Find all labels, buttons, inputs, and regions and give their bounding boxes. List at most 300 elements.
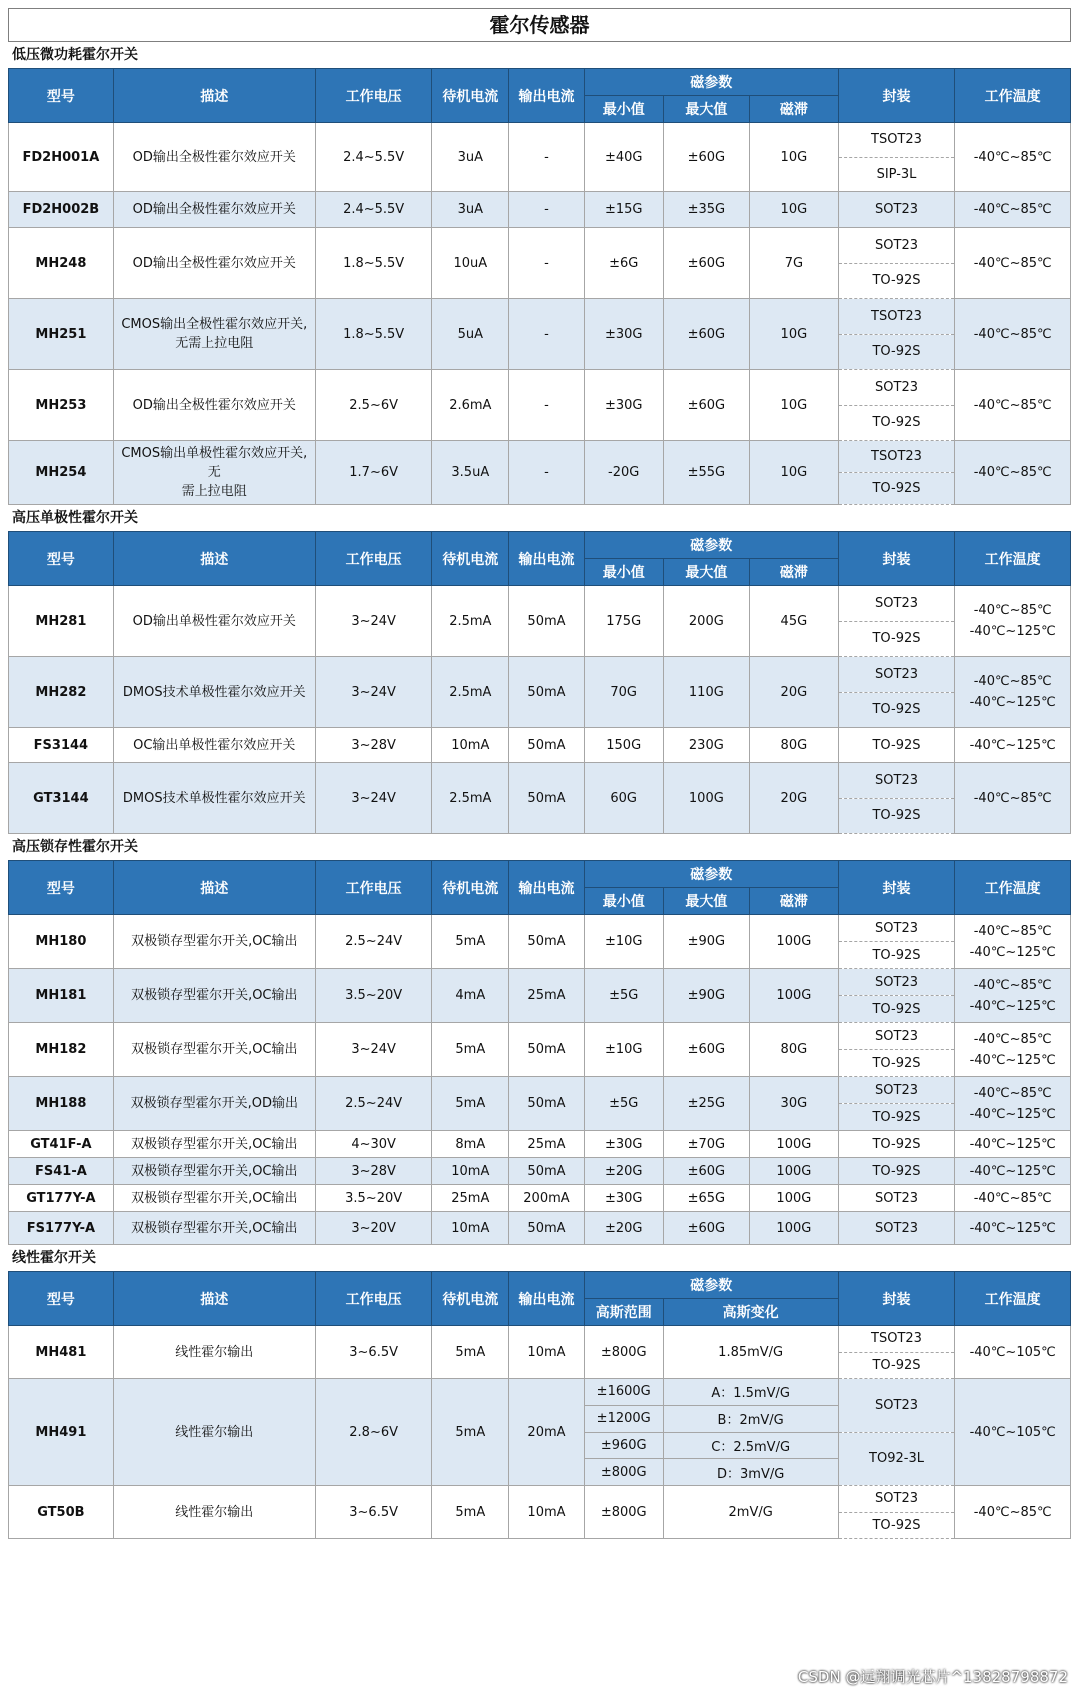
header-standby: 待机电流: [432, 861, 509, 915]
cell-package: SOT23: [838, 1185, 955, 1212]
cell-standby: 4mA: [432, 969, 509, 1023]
cell-min: ±5G: [584, 969, 663, 1023]
cell-model: GT3144: [9, 763, 114, 834]
cell-voltage: 2.5~6V: [315, 370, 432, 441]
cell-package: TSOT23: [838, 123, 955, 158]
header-standby: 待机电流: [432, 1272, 509, 1326]
cell-desc-line: OD输出全极性霍尔效应开关: [132, 397, 296, 413]
cell-desc: [113, 728, 315, 763]
cell-min: ±10G: [584, 915, 663, 969]
cell-hyst: 10G: [750, 441, 839, 505]
cell-temp-line: -40℃~125℃: [969, 695, 1056, 710]
cell-desc: [113, 657, 315, 728]
table-row: [9, 1077, 1071, 1104]
header-model: 型号: [9, 861, 114, 915]
cell-voltage: 3~28V: [315, 728, 432, 763]
section-title: 高压锁存性霍尔开关: [12, 839, 138, 855]
cell-output: 50mA: [509, 1077, 585, 1131]
spec-table: [8, 531, 1071, 834]
cell-voltage: 2.4~5.5V: [315, 123, 432, 192]
cell-temp-line: -40℃~125℃: [969, 1052, 1056, 1068]
cell-output: 50mA: [509, 763, 585, 834]
cell-output: -: [509, 370, 585, 441]
cell-min: ±30G: [584, 299, 663, 370]
cell-output: 50mA: [509, 728, 585, 763]
cell-desc: [113, 1486, 315, 1539]
cell-hyst: 80G: [750, 728, 839, 763]
cell-package: SOT23: [838, 1023, 955, 1050]
cell-desc: [113, 1131, 315, 1158]
cell-standby: 2.6mA: [432, 370, 509, 441]
cell-desc-line: 双极锁存型霍尔开关,OC输出: [131, 1136, 298, 1152]
cell-package: SOT23: [838, 657, 955, 693]
cell-package: SOT23: [838, 763, 955, 799]
cell-min: -20G: [584, 441, 663, 505]
cell-min: 175G: [584, 586, 663, 657]
table-row: [9, 657, 1071, 693]
cell-output: -: [509, 299, 585, 370]
cell-desc-line: 线性霍尔输出: [175, 1344, 254, 1360]
cell-voltage: 1.7~6V: [315, 441, 432, 505]
cell-desc: [113, 299, 315, 370]
cell-package: SOT23: [838, 586, 955, 622]
cell-temp-line: -40℃~85℃: [973, 255, 1052, 271]
cell-min: ±30G: [584, 370, 663, 441]
cell-voltage: 3~6.5V: [315, 1486, 432, 1539]
cell-min: ±30G: [584, 1185, 663, 1212]
cell-hyst: 20G: [750, 657, 839, 728]
cell-min: ±15G: [584, 192, 663, 228]
cell-model: FS177Y-A: [9, 1212, 114, 1245]
cell-temp-line: -40℃~85℃: [973, 1031, 1052, 1047]
cell-temp-line: -40℃~85℃: [973, 397, 1052, 413]
cell-min: ±5G: [584, 1077, 663, 1131]
cell-standby: 2.5mA: [432, 586, 509, 657]
cell-standby: 2.5mA: [432, 763, 509, 834]
header-temp: 工作温度: [955, 532, 1071, 586]
cell-output: 10mA: [509, 1326, 585, 1379]
cell-hyst: 10G: [750, 123, 839, 192]
cell-model: FD2H002B: [9, 192, 114, 228]
sheet-title: 霍尔传感器: [8, 8, 1071, 42]
header-desc: 描述: [113, 861, 315, 915]
cell-hyst: 80G: [750, 1023, 839, 1077]
table-row: [9, 299, 1071, 335]
cell-standby: 5mA: [432, 1023, 509, 1077]
cell-desc: [113, 228, 315, 299]
cell-desc-line: OD输出单极性霍尔效应开关: [132, 613, 296, 629]
cell-max: 100G: [663, 763, 749, 834]
cell-temp-line: -40℃~85℃: [973, 790, 1052, 806]
cell-max: ±60G: [663, 1212, 749, 1245]
header-mag: 磁参数: [584, 1272, 838, 1299]
cell-hyst: 100G: [750, 1158, 839, 1185]
cell-hyst: 100G: [750, 969, 839, 1023]
cell-standby: 10mA: [432, 1158, 509, 1185]
table-row: [9, 1486, 1071, 1513]
cell-voltage: 3.5~20V: [315, 969, 432, 1023]
cell-model: MH251: [9, 299, 114, 370]
cell-temp-line: -40℃~85℃: [973, 202, 1052, 217]
cell-output: -: [509, 123, 585, 192]
header-desc: 描述: [113, 532, 315, 586]
cell-temp-line: -40℃~85℃: [973, 326, 1052, 342]
cell-temp-line: -40℃~85℃: [973, 923, 1052, 939]
cell-package: TO-92S: [838, 405, 955, 441]
cell-desc-line: 双极锁存型霍尔开关,OD输出: [130, 1096, 298, 1111]
cell-min: ±20G: [584, 1158, 663, 1185]
cell-voltage: 3~6.5V: [315, 1326, 432, 1379]
cell-min: 150G: [584, 728, 663, 763]
header-model: 型号: [9, 1272, 114, 1326]
section-title: 线性霍尔开关: [12, 1250, 96, 1266]
cell-standby: 8mA: [432, 1131, 509, 1158]
cell-desc: [113, 1023, 315, 1077]
cell-desc: [113, 441, 315, 505]
header-max: 最大值: [663, 888, 749, 915]
cell-temp-line: -40℃~125℃: [969, 1136, 1056, 1152]
cell-max: ±60G: [663, 299, 749, 370]
cell-max: ±60G: [663, 1023, 749, 1077]
cell-model: GT177Y-A: [9, 1185, 114, 1212]
cell-package: TO-92S: [838, 692, 955, 728]
cell-max: ±90G: [663, 969, 749, 1023]
cell-model: MH182: [9, 1023, 114, 1077]
cell-package: SIP-3L: [838, 157, 955, 192]
header-standby: 待机电流: [432, 532, 509, 586]
cell-gauss-change: 2mV/G: [663, 1486, 838, 1539]
cell-standby: 2.5mA: [432, 657, 509, 728]
cell-voltage: 2.4~5.5V: [315, 192, 432, 228]
cell-min: 70G: [584, 657, 663, 728]
cell-desc-line: DMOS技术单极性霍尔效应开关: [122, 790, 306, 806]
cell-standby: 3.5uA: [432, 441, 509, 505]
section-title: 低压微功耗霍尔开关: [12, 47, 138, 63]
cell-package: TO-92S: [838, 263, 955, 299]
cell-package: SOT23: [838, 370, 955, 406]
cell-model: MH188: [9, 1077, 114, 1131]
cell-package: SOT23: [838, 1486, 955, 1513]
cell-model: MH254: [9, 441, 114, 505]
cell-max: ±35G: [663, 192, 749, 228]
table-row: [9, 441, 1071, 473]
header-pkg: 封装: [838, 1272, 955, 1326]
cell-desc: [113, 1077, 315, 1131]
cell-package: TO-92S: [838, 728, 955, 763]
header-voltage: 工作电压: [315, 1272, 432, 1326]
cell-package: TSOT23: [838, 1326, 955, 1353]
cell-temp: [955, 370, 1071, 441]
cell-temp-line: -40℃~125℃: [969, 998, 1056, 1014]
header-voltage: 工作电压: [315, 532, 432, 586]
cell-package: TO-92S: [838, 1104, 955, 1131]
spec-table: [8, 68, 1071, 505]
cell-output: -: [509, 228, 585, 299]
cell-gauss-change: D：3mV/G: [663, 1459, 838, 1486]
cell-min: ±40G: [584, 123, 663, 192]
sections: [8, 42, 1071, 1539]
header-desc: 描述: [113, 69, 315, 123]
cell-voltage: 3~24V: [315, 657, 432, 728]
cell-temp: [955, 1185, 1071, 1212]
table-row: [9, 969, 1071, 996]
cell-max: ±60G: [663, 370, 749, 441]
cell-package: TO-92S: [838, 942, 955, 969]
cell-output: 25mA: [509, 1131, 585, 1158]
table-row: [9, 763, 1071, 799]
cell-temp-line: -40℃~85℃: [973, 465, 1052, 480]
cell-package: SOT23: [838, 1077, 955, 1104]
cell-temp: [955, 1212, 1071, 1245]
cell-desc-line: OD输出全极性霍尔效应开关: [132, 202, 296, 217]
cell-desc-line: OD输出全极性霍尔效应开关: [132, 255, 296, 271]
cell-voltage: 1.8~5.5V: [315, 299, 432, 370]
cell-desc: [113, 1158, 315, 1185]
cell-voltage: 3~24V: [315, 586, 432, 657]
table-row: [9, 123, 1071, 158]
cell-package: SOT23: [838, 915, 955, 942]
cell-hyst: 100G: [750, 1185, 839, 1212]
cell-temp-line: -40℃~85℃: [973, 149, 1052, 165]
cell-temp: [955, 915, 1071, 969]
cell-standby: 10uA: [432, 228, 509, 299]
cell-output: 200mA: [509, 1185, 585, 1212]
cell-temp: [955, 123, 1071, 192]
header-min: 最小值: [584, 96, 663, 123]
cell-standby: 5uA: [432, 299, 509, 370]
cell-max: ±60G: [663, 228, 749, 299]
cell-package: TO-92S: [838, 1050, 955, 1077]
header-temp: 工作温度: [955, 861, 1071, 915]
cell-hyst: 45G: [750, 586, 839, 657]
cell-gauss-change: A：1.5mV/G: [663, 1379, 838, 1406]
cell-standby: 5mA: [432, 915, 509, 969]
cell-min: ±10G: [584, 1023, 663, 1077]
cell-temp-line: -40℃~125℃: [969, 1106, 1056, 1122]
cell-output: 20mA: [509, 1379, 585, 1486]
section-title: 高压单极性霍尔开关: [12, 510, 138, 526]
cell-desc-line: CMOS输出全极性霍尔效应开关,: [121, 317, 308, 332]
cell-model: MH248: [9, 228, 114, 299]
cell-temp: [955, 1379, 1071, 1486]
cell-voltage: 3~28V: [315, 1158, 432, 1185]
cell-voltage: 3.5~20V: [315, 1185, 432, 1212]
header-output: 输出电流: [509, 69, 585, 123]
cell-standby: 5mA: [432, 1379, 509, 1486]
cell-temp-line: -40℃~85℃: [973, 977, 1052, 993]
cell-voltage: 2.5~24V: [315, 1077, 432, 1131]
cell-standby: 3uA: [432, 123, 509, 192]
cell-temp: [955, 657, 1071, 728]
cell-temp: [955, 1131, 1071, 1158]
cell-package: TO-92S: [838, 1131, 955, 1158]
cell-temp-line: -40℃~125℃: [969, 737, 1056, 753]
cell-desc: [113, 370, 315, 441]
table-row: [9, 1023, 1071, 1050]
watermark: CSDN @远翔调光芯片^13828798872: [797, 1668, 1068, 1686]
cell-desc: [113, 763, 315, 834]
header-model: 型号: [9, 532, 114, 586]
cell-gauss-range: ±1200G: [584, 1405, 663, 1432]
cell-standby: 10mA: [432, 728, 509, 763]
cell-gauss-range: ±1600G: [584, 1379, 663, 1406]
header-output: 输出电流: [509, 532, 585, 586]
cell-hyst: 10G: [750, 299, 839, 370]
cell-temp-line: -40℃~105℃: [969, 1424, 1056, 1440]
cell-temp: [955, 192, 1071, 228]
cell-output: 50mA: [509, 915, 585, 969]
cell-gauss-change: B：2mV/G: [663, 1405, 838, 1432]
cell-package: SOT23: [838, 192, 955, 228]
cell-voltage: 3~24V: [315, 763, 432, 834]
cell-hyst: 7G: [750, 228, 839, 299]
header-desc: 描述: [113, 1272, 315, 1326]
cell-temp-line: -40℃~85℃: [973, 1190, 1052, 1206]
table-row: [9, 228, 1071, 264]
cell-gauss-range: ±800G: [584, 1459, 663, 1486]
cell-desc-line: 无需上拉电阻: [175, 336, 254, 351]
header-output: 输出电流: [509, 1272, 585, 1326]
cell-temp: [955, 728, 1071, 763]
cell-output: 10mA: [509, 1486, 585, 1539]
cell-temp: [955, 586, 1071, 657]
cell-gauss-range: ±800G: [584, 1326, 663, 1379]
cell-min: 60G: [584, 763, 663, 834]
spec-sheet: [8, 8, 1071, 1539]
cell-desc: [113, 586, 315, 657]
cell-temp: [955, 228, 1071, 299]
cell-temp: [955, 441, 1071, 505]
header-mag: 磁参数: [584, 532, 838, 559]
cell-voltage: 3~24V: [315, 1023, 432, 1077]
cell-model: FS41-A: [9, 1158, 114, 1185]
cell-desc-line: 需上拉电阻: [181, 484, 247, 499]
cell-package: TO-92S: [838, 1512, 955, 1539]
cell-standby: 5mA: [432, 1077, 509, 1131]
header-voltage: 工作电压: [315, 69, 432, 123]
cell-desc-line: 双极锁存型霍尔开关,OC输出: [131, 934, 298, 949]
cell-output: 25mA: [509, 969, 585, 1023]
cell-temp-line: -40℃~125℃: [969, 944, 1056, 960]
header-max: 最大值: [663, 96, 749, 123]
cell-temp-line: -40℃~85℃: [973, 674, 1052, 689]
cell-desc: [113, 1379, 315, 1486]
header-hyst: 磁滞: [750, 888, 839, 915]
cell-max: ±25G: [663, 1077, 749, 1131]
cell-voltage: 1.8~5.5V: [315, 228, 432, 299]
header-temp: 工作温度: [955, 69, 1071, 123]
cell-package: TO-92S: [838, 473, 955, 505]
cell-output: -: [509, 441, 585, 505]
cell-desc-line: 双极锁存型霍尔开关,OC输出: [131, 1220, 298, 1236]
cell-max: 200G: [663, 586, 749, 657]
cell-voltage: 4~30V: [315, 1131, 432, 1158]
cell-desc-line: 线性霍尔输出: [175, 1504, 254, 1520]
header-mag: 磁参数: [584, 69, 838, 96]
cell-temp-line: -40℃~85℃: [973, 1085, 1052, 1101]
table-row: [9, 1131, 1071, 1158]
header-model: 型号: [9, 69, 114, 123]
header-voltage: 工作电压: [315, 861, 432, 915]
cell-desc-line: 双极锁存型霍尔开关,OC输出: [131, 988, 298, 1003]
cell-desc-line: CMOS输出单极性霍尔效应开关,无: [121, 446, 308, 480]
header-output: 输出电流: [509, 861, 585, 915]
cell-model: GT50B: [9, 1486, 114, 1539]
cell-max: 230G: [663, 728, 749, 763]
cell-temp-line: -40℃~85℃: [973, 603, 1052, 618]
cell-desc-line: 双极锁存型霍尔开关,OC输出: [131, 1042, 298, 1057]
cell-package: SOT23: [838, 969, 955, 996]
cell-temp: [955, 1158, 1071, 1185]
cell-output: -: [509, 192, 585, 228]
header-gauss-range: 高斯范围: [584, 1299, 663, 1326]
cell-desc: [113, 1212, 315, 1245]
cell-desc-line: OC输出单极性霍尔效应开关: [133, 737, 296, 753]
cell-package: TSOT23: [838, 441, 955, 473]
cell-standby: 5mA: [432, 1326, 509, 1379]
cell-gauss-range: ±800G: [584, 1486, 663, 1539]
header-max: 最大值: [663, 559, 749, 586]
cell-package: TO-92S: [838, 996, 955, 1023]
cell-package: TO-92S: [838, 621, 955, 657]
cell-max: ±90G: [663, 915, 749, 969]
cell-max: 110G: [663, 657, 749, 728]
cell-temp: [955, 1326, 1071, 1379]
cell-hyst: 30G: [750, 1077, 839, 1131]
cell-min: ±30G: [584, 1131, 663, 1158]
cell-temp: [955, 1023, 1071, 1077]
cell-hyst: 10G: [750, 192, 839, 228]
cell-desc-line: OD输出全极性霍尔效应开关: [132, 149, 296, 165]
table-row: [9, 1185, 1071, 1212]
cell-max: ±65G: [663, 1185, 749, 1212]
cell-package: TO-92S: [838, 798, 955, 834]
cell-desc-line: DMOS技术单极性霍尔效应开关: [122, 684, 306, 700]
cell-voltage: 2.5~24V: [315, 915, 432, 969]
cell-hyst: 10G: [750, 370, 839, 441]
cell-temp-line: -40℃~125℃: [969, 1220, 1056, 1236]
cell-max: ±70G: [663, 1131, 749, 1158]
header-gauss-change: 高斯变化: [663, 1299, 838, 1326]
cell-model: GT41F-A: [9, 1131, 114, 1158]
cell-model: MH253: [9, 370, 114, 441]
cell-gauss-change: C：2.5mV/G: [663, 1432, 838, 1459]
cell-temp: [955, 1486, 1071, 1539]
cell-hyst: 100G: [750, 915, 839, 969]
cell-max: ±60G: [663, 1158, 749, 1185]
cell-min: ±6G: [584, 228, 663, 299]
cell-model: MH491: [9, 1379, 114, 1486]
cell-standby: 25mA: [432, 1185, 509, 1212]
cell-model: MH180: [9, 915, 114, 969]
header-min: 最小值: [584, 888, 663, 915]
header-min: 最小值: [584, 559, 663, 586]
cell-package: TSOT23: [838, 299, 955, 335]
table-row: [9, 192, 1071, 228]
cell-temp: [955, 969, 1071, 1023]
cell-package: TO-92S: [838, 1158, 955, 1185]
header-standby: 待机电流: [432, 69, 509, 123]
cell-desc: [113, 192, 315, 228]
cell-output: 50mA: [509, 1023, 585, 1077]
cell-output: 50mA: [509, 1158, 585, 1185]
cell-desc-line: 双极锁存型霍尔开关,OC输出: [131, 1190, 298, 1206]
cell-hyst: 100G: [750, 1212, 839, 1245]
cell-hyst: 100G: [750, 1131, 839, 1158]
cell-model: FS3144: [9, 728, 114, 763]
cell-output: 50mA: [509, 1212, 585, 1245]
table-row: [9, 370, 1071, 406]
